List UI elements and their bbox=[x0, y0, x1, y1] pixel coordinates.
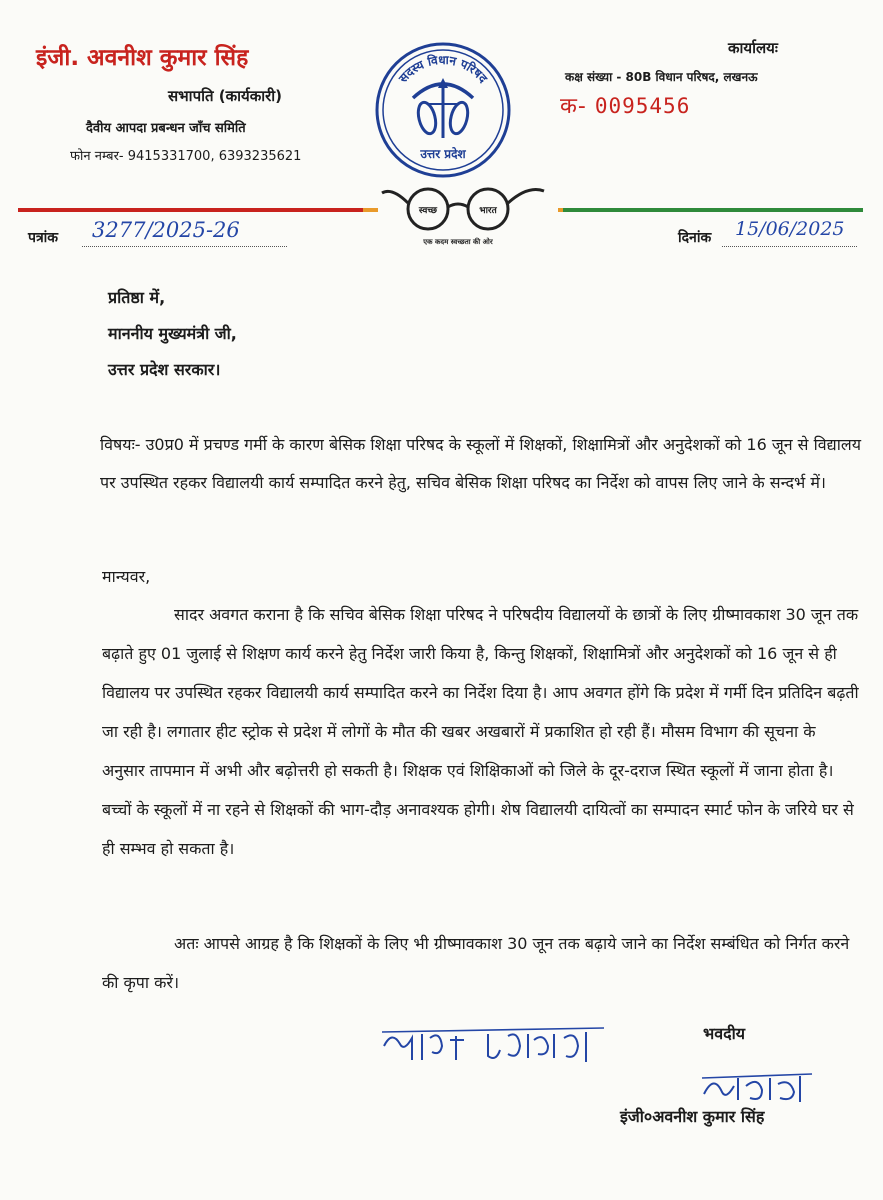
date-value: 15/06/2025 bbox=[735, 218, 845, 240]
reference-dotted-line bbox=[82, 246, 287, 247]
seal-text-top: सदस्य विधान परिषद bbox=[395, 52, 491, 86]
addressee-line-1: प्रतिष्ठा में, bbox=[108, 288, 166, 307]
handwritten-note-icon bbox=[378, 1016, 618, 1066]
date-dotted-line bbox=[722, 246, 857, 247]
date-label: दिनांक bbox=[678, 230, 712, 246]
seal-text-bottom: उत्तर प्रदेश bbox=[420, 147, 466, 161]
serial-prefix: क- bbox=[560, 94, 587, 119]
salutation: मान्यवर, bbox=[102, 567, 151, 586]
body-paragraph-1: सादर अवगत कराना है कि सचिव बेसिक शिक्षा परिषद ने परिषदीय विद्यालयों के छात्रों के लिए ग्रीष्मावकाश 30 जून तक बढ़ाते हुए 01 जुलाई से शिक्षण कार्य करने हेतु निर्देश जारी किया है, किन्तु शिक्षकों, शिक्षामित्रों और अनुदेशकों को 16 जून से ही विद्यालय पर उपस्थित रहकर विद्यालयी कार्य सम्पादित करने का निर्देश दिया है। आप अवगत होंगे कि प्रदेश में गर्मी दिन प्रतिदिन बढ़ती जा रही है। लगातार हीट स्ट्रोक से प्रदेश में लोगों के मौत की खबर अखबारों में प्रकाशित हो रही हैं। मौसम विभाग की सूचना के अनुसार तापमान में अभी और बढ़ोत्तरी हो सकती है। शिक्षक एवं शिक्षिकाओं को जिले के दूर-दराज स्थित स्कूलों में जाना होता है। बच्चों के स्कूलों में ना रहने से शिक्षकों की भाग-दौड़ अनावश्यक होगी। शेष विद्यालयी दायित्वों का सम्पादन स्मार्ट फोन के जरिये घर से ही सम्भव हो सकता है। bbox=[102, 605, 859, 858]
sender-phone: फोन नम्बर- 9415331700, 6393235621 bbox=[70, 149, 302, 164]
serial-value: 0095456 bbox=[594, 94, 691, 118]
sender-name: इंजी. अवनीश कुमार सिंह bbox=[36, 45, 249, 71]
reference-number: 3277/2025-26 bbox=[92, 218, 240, 242]
sender-committee: दैवीय आपदा प्रबन्धन जाँच समिति bbox=[86, 121, 246, 136]
sender-title: सभापति (कार्यकारी) bbox=[168, 87, 282, 105]
swachh-left-text: स्वच्छ bbox=[418, 206, 438, 216]
legislative-council-seal-icon bbox=[373, 40, 513, 180]
swachh-bharat-logo-icon bbox=[378, 183, 558, 249]
signatory-name: इंजी०अवनीश कुमार सिंह bbox=[620, 1107, 765, 1126]
swachh-tagline: एक कदम स्वच्छता की ओर bbox=[423, 238, 493, 246]
closing: भवदीय bbox=[703, 1024, 746, 1043]
header-rule-green bbox=[563, 208, 863, 212]
addressee-line-2: माननीय मुख्यमंत्री जी, bbox=[108, 324, 237, 343]
body-paragraph-2: अतः आपसे आग्रह है कि शिक्षकों के लिए भी ग्रीष्मावकाश 30 जून तक बढ़ाये जाने का निर्देश सम्बंधित को निर्गत करने की कृपा करें। bbox=[102, 934, 850, 992]
handwritten-signature-icon bbox=[700, 1068, 820, 1104]
swachh-right-text: भारत bbox=[479, 206, 497, 216]
office-address: कक्ष संख्या - 80B विधान परिषद, लखनऊ bbox=[565, 70, 758, 84]
subject: विषयः- उ0प्र0 में प्रचण्ड गर्मी के कारण बेसिक शिक्षा परिषद के स्कूलों में शिक्षकों, शिक्षामित्रों और अनुदेशकों को 16 जून से विद्यालय पर उपस्थित रहकर विद्यालयी कार्य सम्पादित करने हेतु, सचिव बेसिक शिक्षा परिषद का निर्देश को वापस लिए जाने के सन्दर्भ में। bbox=[100, 435, 861, 492]
reference-label: पत्रांक bbox=[28, 230, 59, 246]
office-label: कार्यालयः bbox=[728, 39, 778, 57]
addressee-line-3: उत्तर प्रदेश सरकार। bbox=[108, 360, 221, 379]
serial-number bbox=[560, 90, 690, 120]
header-rule-red bbox=[18, 208, 363, 212]
